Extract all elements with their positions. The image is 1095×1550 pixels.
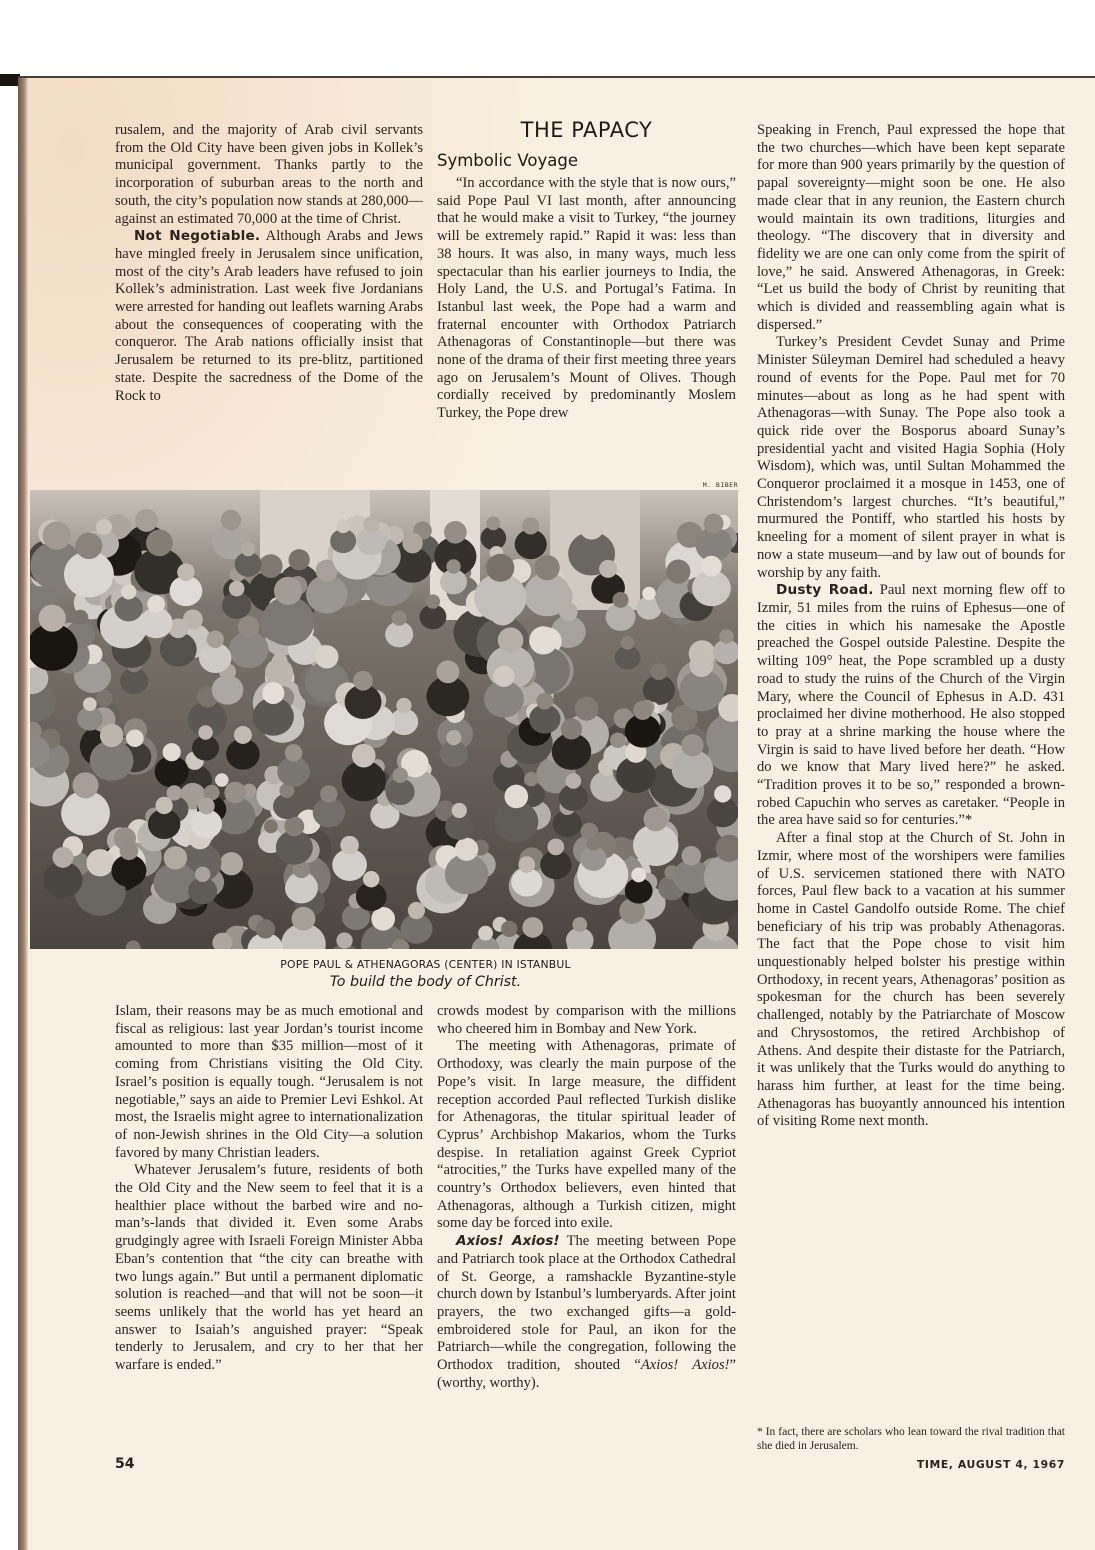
crowd-person-head [72, 610, 88, 626]
crowd-person-head [164, 846, 187, 869]
crowd-person-head [83, 697, 97, 711]
crowd-person-head [363, 871, 379, 887]
crowd-person-head [315, 645, 338, 668]
crowd-photo [30, 490, 738, 949]
crowd-person-head [96, 519, 112, 535]
crowd-person-head [234, 726, 252, 744]
crowd-person-head [522, 917, 543, 938]
crowd-person-head [535, 555, 560, 580]
crowd-person-head [714, 785, 731, 802]
crowd-person-head [610, 733, 626, 749]
crowd-person-head [689, 653, 713, 677]
crowd-person-head [572, 917, 587, 932]
crowd-person-head [146, 530, 173, 557]
crowd-person-head [446, 730, 461, 745]
crowd-person-head [650, 663, 667, 680]
crowd-person-head [198, 798, 215, 815]
photo-image [30, 490, 738, 949]
caption-title: POPE PAUL & ATHENAGORAS (CENTER) IN ISTANBUL [280, 958, 571, 971]
crowd-person-head [195, 867, 210, 882]
story-headline: Symbolic Voyage [437, 151, 578, 170]
crowd-person-head [262, 682, 284, 704]
photo-caption [115, 958, 736, 990]
crowd-person-head [524, 772, 539, 787]
crowd-person-head [352, 744, 376, 768]
crowd-person-head [396, 698, 411, 713]
crowd-person-head [264, 819, 278, 833]
paragraph: Speaking in French, Paul expressed the hope that the two churches—which have been kept separate for more than 900 years primarily by the question of papal sovereignty—might soon be one. He also made clear that in any reunion, the Eastern church would maintain its own traditions, liturgies and theology. “The discovery that in diversity and fidelity we are one can only come from the spirit of love,” he said. Answered Athenagoras, in Greek: “Let us build the body of Christ by reuniting that which is divided and reassembling again what is dispersed.” [757, 122, 1065, 333]
column-1-bottom [115, 1003, 423, 1375]
paragraph: Islam, their reasons may be as much emotional and fiscal as religious: last year Jordan’s tourist income amounted to more than $35 million—most of it coming from Christians visiting the Old City. Israel’s position is equally tough. “Jerusalem is not negotiable,” says an aide to Premier Levi Eshkol. At most, the Israelis might agree to internationalization of non-Jewish shrines in the Old City—a solution favored by many Christian leaders. [115, 1003, 423, 1161]
crowd-person-head [96, 690, 113, 707]
crowd-person-head [478, 926, 493, 941]
crowd-person-head [536, 693, 553, 710]
paragraph: The meeting with Athenagoras, primate of Orthodoxy, was clearly the main purpose of the Pope’s visit. In large measure, the diffident reception accorded Paul reflected Turkish dislike for Athenagoras, the titular spiritual leader of Cyprus’ Archbishop Makarios, whom the Turks despise. In retaliation against Greek Cypriot “atrocities,” the Turks have expelled many of the country’s Orthodox believers, even hinted that Athenagoras, although a Turkish citizen, might some day be forced into exile. [437, 1038, 736, 1232]
crowd-person-head [285, 744, 302, 761]
crowd-person-head [498, 627, 524, 653]
paragraph: crowds modest by comparison with the millions who cheered him in Bombay and New York. [437, 1003, 736, 1037]
crowd-person-head [121, 584, 136, 599]
crowd-person-head [561, 718, 582, 739]
crowd-person-head [681, 734, 703, 756]
crowd-person-head [177, 563, 195, 581]
page-spine [18, 76, 28, 1550]
crowd-person-head [224, 782, 246, 804]
binding-edge [0, 74, 20, 86]
section-heading: THE PAPACY [520, 118, 653, 142]
photo-credit: M. BIBER [702, 481, 738, 489]
crowd-person-head [704, 514, 724, 534]
crowd-person-head [701, 556, 722, 577]
crowd-person-head [100, 724, 123, 747]
run-in-heading: Axios! Axios! [455, 1233, 560, 1250]
crowd-person-head [529, 626, 557, 654]
crowd-person-head [493, 666, 514, 687]
crowd-person-head [353, 671, 373, 691]
crowd-person-head [292, 907, 316, 931]
crowd-person-head [504, 785, 528, 809]
crowd-person-head [642, 587, 656, 601]
page-top-edge [18, 76, 1095, 78]
crowd-person-head [135, 509, 158, 532]
crowd-person-head [392, 768, 407, 783]
crowd-person-head [518, 856, 535, 873]
crowd-person-head [265, 659, 293, 687]
paragraph: “In accordance with the style that is now ours,” said Pope Paul VI last month, after announcing that he would make a visit to Turkey, “the journey will be extremely rapid.” Rapid it was: less than 38 hours. It was also, in many ways, much less spectacular than his earlier journeys to India, the Holy Land, the U.S. and Portugal’s Fatima. In Istanbul last week, the Pope had a warm and fraternal encounter with Orthodox Patriarch Athenagoras of Constantinople—but there was none of the drama of their first meeting three years ago on Jerusalem’s Mount of Olives. Though cordially received by predominantly Moslem Turkey, the Pope drew [437, 175, 736, 422]
column-1-top [115, 122, 423, 405]
crowd-person-head [426, 594, 440, 608]
crowd-person-head [666, 560, 690, 584]
paragraph: Dusty Road. Paul next morning flew off to Izmir, 51 miles from the ruins of Ephesus—one of the cities in which his namesake the Apostle preached the Gospel outside Palestine. Despite the wilting 109° heat, the Pope scrambled up a dusty road to study the ruins of the Church of the Virgin Mary, where the Council of Ephesus in A.D. 431 proclaimed her divine motherhood. He also stopped to pray at a shrine marking the house where the Virgin is said to have lived before her death. “How do we know that Mary lived here?” he asked. “Tradition proves it to be so,” responded a brown-robed Capuchin who serves as caretaker. “People in the area have said so for centuries.”* [757, 582, 1065, 829]
crowd-person-head [155, 797, 172, 814]
crowd-person-head [340, 836, 359, 855]
crowd-person-head [336, 519, 350, 533]
paragraph: Axios! Axios! The meeting between Pope and Patriarch took place at the Orthodox Cathedral of St. George, a ramshackle Byzantine-style church down by Istanbul’s lumberyards. After joint prayers, the two exchanged gifts—a gold-embroidered stole for Paul, an ikon for the Patriarch—while the congregation, following the Orthodox tradition, shouted “Axios! Axios!” (worthy, worthy). [437, 1233, 737, 1391]
crowd-person-head [613, 592, 629, 608]
folio: TIME, AUGUST 4, 1967 [916, 1458, 1065, 1471]
crowd-person-head [682, 846, 702, 866]
run-in-heading: Dusty Road. [775, 582, 874, 599]
crowd-person-head [126, 730, 144, 748]
crowd-person-head [76, 532, 103, 559]
crowd-person-head [221, 510, 241, 530]
crowd-person-head [207, 631, 224, 648]
crowd-person-head [43, 521, 71, 549]
crowd-person-head [644, 807, 668, 831]
crowd-person-head [72, 772, 98, 798]
crowd-person-head [336, 932, 352, 948]
crowd-person-head [633, 701, 652, 720]
crowd-person-head [455, 838, 478, 861]
crowd-person-head [575, 697, 599, 721]
crowd-person-head [163, 743, 181, 761]
paragraph: Whatever Jerusalem’s future, residents of both the Old City and the New seem to feel that it is a healthier place without the barbed wire and no-man’s-lands that divided it. Even some Arabs grudgingly agree with Israeli Foreign Minister Abba Eban’s contention that “the city can breathe with two lungs again.” But until a permanent diplomatic solution is reached—and that will not be soon—it seems unlikely that the world has yet heard an answer to Isaiah’s anguished prayer: “Speak tenderly to Jerusalem, and cry to her that her warfare is ended.” [115, 1162, 423, 1374]
crowd-person-head [444, 521, 467, 544]
crowd-person-head [436, 660, 459, 683]
crowd-person-head [599, 560, 617, 578]
column-2-top [437, 175, 736, 423]
crowd-person-head [522, 517, 539, 534]
crowd-person-head [256, 919, 275, 938]
crowd-person-head [547, 838, 564, 855]
crowd-person-head [241, 542, 255, 556]
crowd-person-head [274, 577, 302, 605]
crowd-person-head [220, 852, 243, 875]
crowd-person-head [120, 841, 139, 860]
caption-quote: To build the body of Christ. [329, 974, 522, 990]
column-3 [757, 122, 1065, 1131]
crowd-person-head [631, 868, 646, 883]
crowd-person-head [486, 517, 500, 531]
crowd-person-head [392, 611, 407, 626]
crowd-person-head [259, 554, 283, 578]
paragraph: rusalem, and the majority of Arab civil servants from the Old City have been given jobs in Kollek’s municipal government. Thanks partly to the incorporation of suburban areas to the north and south, the city’s population now stands at 280,000—against an estimated 70,000 at the time of Christ. [115, 122, 423, 227]
crowd-person-head [215, 773, 229, 787]
crowd-person-head [363, 516, 379, 532]
paragraph: After a final stop at the Church of St. John in Izmir, where most of the worshipers were families of U.S. servicemen stationed there with NATO forces, Paul flew back to a vacation at his summer home in Castel Gandolfo outside Rome. The chief beneficiary of his trip was probably Athenagoras. The fact that the Pope chose to visit him unquestionably helped bolster his prestige within Orthodoxy, in recent years, Athenagoras’ position as spokesman for the church has been severely challenged, notably by the Patriarchate of Moscow and Chrysostomos, the retired Archbishop of Athens. And despite their distaste for the Patriarch, it was unlikely that the Turks would do anything to harass him further, at least for the time being. Athenagoras has buoyantly announced his intention of visiting Rome next month. [757, 830, 1065, 1130]
crowd-person-head [501, 921, 517, 937]
crowd-person-head [86, 849, 113, 876]
crowd-person-head [486, 554, 514, 582]
crowd-person-head [238, 616, 259, 637]
paragraph: Not Negotiable. Although Arabs and Jews have mingled freely in Jerusalem since unification, most of the city’s Arab leaders have refused to join Kollek’s administration. Last week five Jordanians were arrested for handing out leaflets warning Arabs about the consequences of cooperating with the conqueror. The Arab nations officially insist that Jerusalem be returned to its pre-blitz, partitioned state. Despite the sacredness of the Dome of the Rock to [115, 228, 423, 404]
run-in-heading: Not Negotiable. [133, 228, 261, 245]
crowd-person-head [39, 605, 66, 632]
crowd-person-head [446, 559, 460, 573]
crowd-person-head [198, 725, 212, 739]
crowd-person-head [320, 785, 337, 802]
crowd-person-head [289, 549, 310, 570]
crowd-person-head [579, 514, 604, 539]
paragraph: Turkey’s President Cevdet Sunay and Prime Minister Süleyman Demirel had scheduled a heavy round of events for the Pope. Paul met for 70 minutes—about as long as he had spent with Athenagoras—with Sunay. The Pope also took a quick ride over the Bosporus aboard Sunay’s presidential yacht and visited Hagia Sophia (Holy Wisdom), which was, until Sultan Mohammed the Conqueror proclaimed it a mosque in 1453, one of Christendom’s largest churches. “It’s beautiful,” murmured the Pontiff, who startled his hosts by kneeling for a moment of silent prayer in what is now a state museum—and by law out of bounds for worship by any faith. [757, 334, 1065, 581]
crowd-person-head [719, 629, 733, 643]
column-2-bottom [437, 1003, 736, 1392]
crowd-person-head [147, 595, 165, 613]
crowd-person-head [52, 847, 73, 868]
footnote: * In fact, there are scholars who lean toward the rival tradition that she died in Jerusalem. [757, 1426, 1065, 1452]
crowd-person-head [621, 636, 635, 650]
crowd-person-head [284, 816, 304, 836]
crowd-person-head [566, 773, 582, 789]
crowd-person-head [408, 902, 425, 919]
crowd-person-head [402, 533, 422, 553]
page-number: 54 [115, 1456, 135, 1472]
crowd-person-head [229, 581, 245, 597]
crowd-person-head [586, 837, 600, 851]
crowd-person-head [452, 803, 467, 818]
